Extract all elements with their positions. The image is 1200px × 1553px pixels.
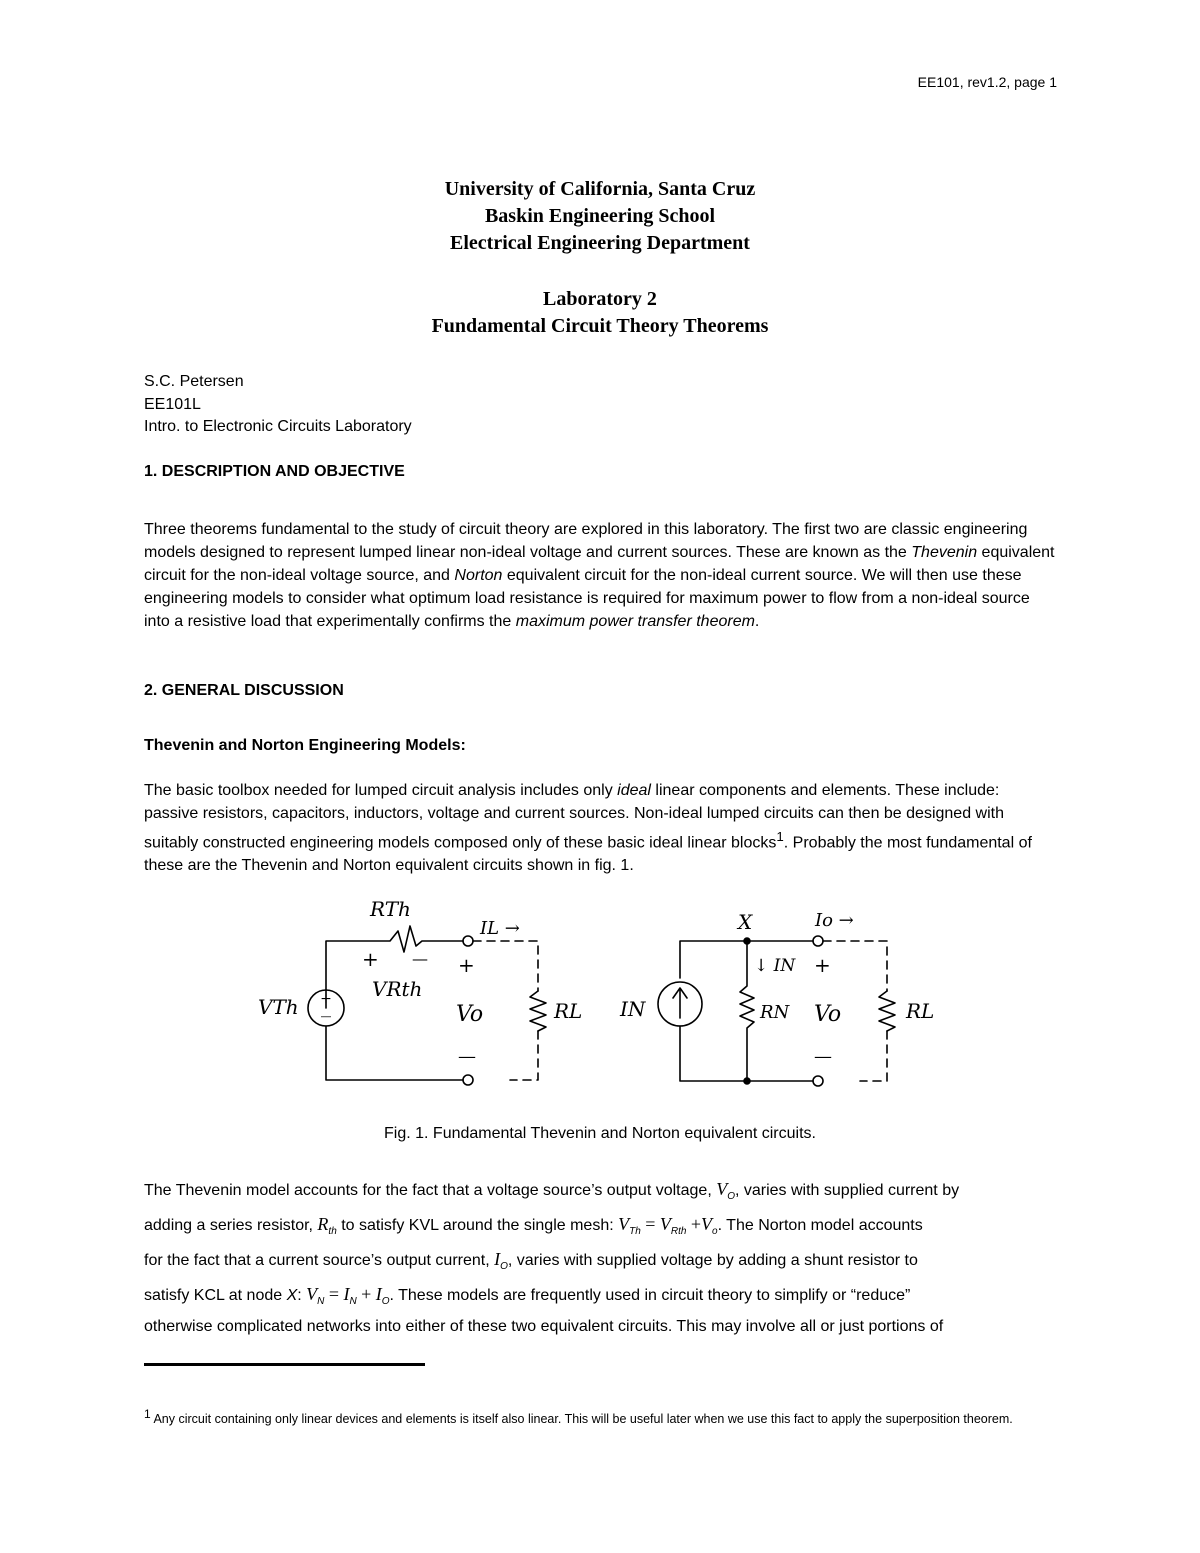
io-label: Io → xyxy=(815,910,854,931)
course-code: EE101L xyxy=(144,395,201,413)
il-label: IL → xyxy=(480,918,520,939)
footnote-number: 1 xyxy=(144,1407,151,1421)
thevenin-paragraph-line-5: otherwise complicated networks into either of these two equivalent circuits. This may involve all or just portions of xyxy=(144,1318,944,1335)
description-paragraph: Three theorems fundamental to the study of circuit theory are explored in this laboratory. The first two are classic engineering models designed to represent lumped linear non-ideal voltage and current sources. These are known as the Thevenin equivalent circuit for the non-ideal voltage source, and Norton equivalent circuit for the non-ideal current source. We will then use these engineering models to consider what optimum load resistance is required for maximum power to flow from a non-ideal source into a resistive load that experimentally confirms the maximum power transfer theorem. xyxy=(144,521,1055,630)
thevenin-paragraph-line-3: for the fact that a current source’s output current, $I_O$, varies with supplied voltage by adding a shunt resistor to xyxy=(144,1249,918,1273)
vth-source-plus: + xyxy=(320,991,332,1007)
rth-label: RTh xyxy=(370,897,411,921)
thevenin-paragraph-line-4: satisfy KCL at node X: $V_N = I_N + I_O$. These models are frequently used in circuit theory to simplify or “reduce” xyxy=(144,1284,911,1308)
footnote-text: Any circuit containing only linear devices and elements is itself also linear. This will be useful later when we use this fact to apply the superposition theorem. xyxy=(150,1412,1013,1427)
rl-right-label: RL xyxy=(906,999,935,1023)
figure-caption: Fig. 1. Fundamental Thevenin and Norton equivalent circuits. xyxy=(384,1125,816,1142)
vth-source-minus: — xyxy=(320,1010,332,1023)
thevenin-bottom-terminal xyxy=(463,1075,473,1085)
footnote xyxy=(144,1404,1056,1430)
vo-right-minus: — xyxy=(814,1046,832,1067)
vrth-plus: + xyxy=(362,947,379,971)
subsection-heading: Thevenin and Norton Engineering Models: xyxy=(144,737,466,754)
norton-source-arrow xyxy=(673,988,687,1018)
thevenin-paragraph-line-2: adding a series resistor, $R_{th}$ to satisfy KVL around the single mesh: $V_{Th} = V_{Rth} +V_o$. The Norton model accounts xyxy=(144,1214,923,1238)
vrth-minus: — xyxy=(412,949,428,968)
norton-rn-wire xyxy=(740,941,754,1081)
thevenin-bottom-wire xyxy=(326,1026,463,1080)
norton-bottom-terminal xyxy=(813,1076,823,1086)
footnote-ref[interactable]: 1 xyxy=(776,829,784,844)
vo-left-plus: + xyxy=(458,953,475,977)
node-x-label: X xyxy=(738,910,753,934)
rl-left-label: RL xyxy=(554,999,583,1023)
department-title: Electrical Engineering Department xyxy=(450,232,750,254)
lab-title: Fundamental Circuit Theory Theorems xyxy=(431,315,769,337)
rn-label: RN xyxy=(760,1002,790,1023)
thevenin-rl-resistor xyxy=(530,991,546,1031)
node-x-dot xyxy=(744,938,750,944)
author-block xyxy=(144,371,412,439)
vo-right-plus: + xyxy=(814,953,831,977)
page-header: EE101, rev1.2, page 1 xyxy=(917,74,1057,90)
course-title: Intro. to Electronic Circuits Laboratory xyxy=(144,418,412,435)
norton-rl-resistor xyxy=(879,991,895,1031)
thevenin-top-terminal xyxy=(463,936,473,946)
university-title: University of California, Santa Cruz xyxy=(444,178,756,200)
vo-right-label: Vo xyxy=(814,1002,842,1027)
school-title: Baskin Engineering School xyxy=(484,205,716,227)
lab-number: Laboratory 2 xyxy=(543,288,657,310)
in-arrow-label: ↓ IN xyxy=(754,956,796,976)
vo-left-label: Vo xyxy=(456,1002,484,1027)
footnote-divider xyxy=(144,1363,425,1366)
title-block xyxy=(0,176,1200,340)
author-name: S.C. Petersen xyxy=(144,373,244,390)
section-heading-1: 1. DESCRIPTION AND OBJECTIVE xyxy=(144,463,405,480)
norton-top-terminal xyxy=(813,936,823,946)
toolbox-paragraph: The basic toolbox needed for lumped circuit analysis includes only ideal linear components and elements. These include: passive resistors, capacitors, inductors, voltage and current sources. Non-ideal lumped circuits can then be designed with suitably constructed engineering models composed only of these basic ideal linear blocks$^1$. Probably the most fundamental of these are the Thevenin and Norton equivalent circuits shown in fig. 1. xyxy=(144,782,1032,875)
in-source-label: IN xyxy=(620,997,646,1021)
vrth-label: VRth xyxy=(372,977,423,1001)
vo-left-minus: — xyxy=(458,1046,476,1067)
thevenin-paragraph-line-1: The Thevenin model accounts for the fact that a voltage source’s output voltage, $V_O$, varies with supplied current by xyxy=(144,1179,960,1203)
section-heading-2: 2. GENERAL DISCUSSION xyxy=(144,682,344,699)
vth-label: VTh xyxy=(258,995,299,1019)
circuit-figure xyxy=(240,886,960,1101)
